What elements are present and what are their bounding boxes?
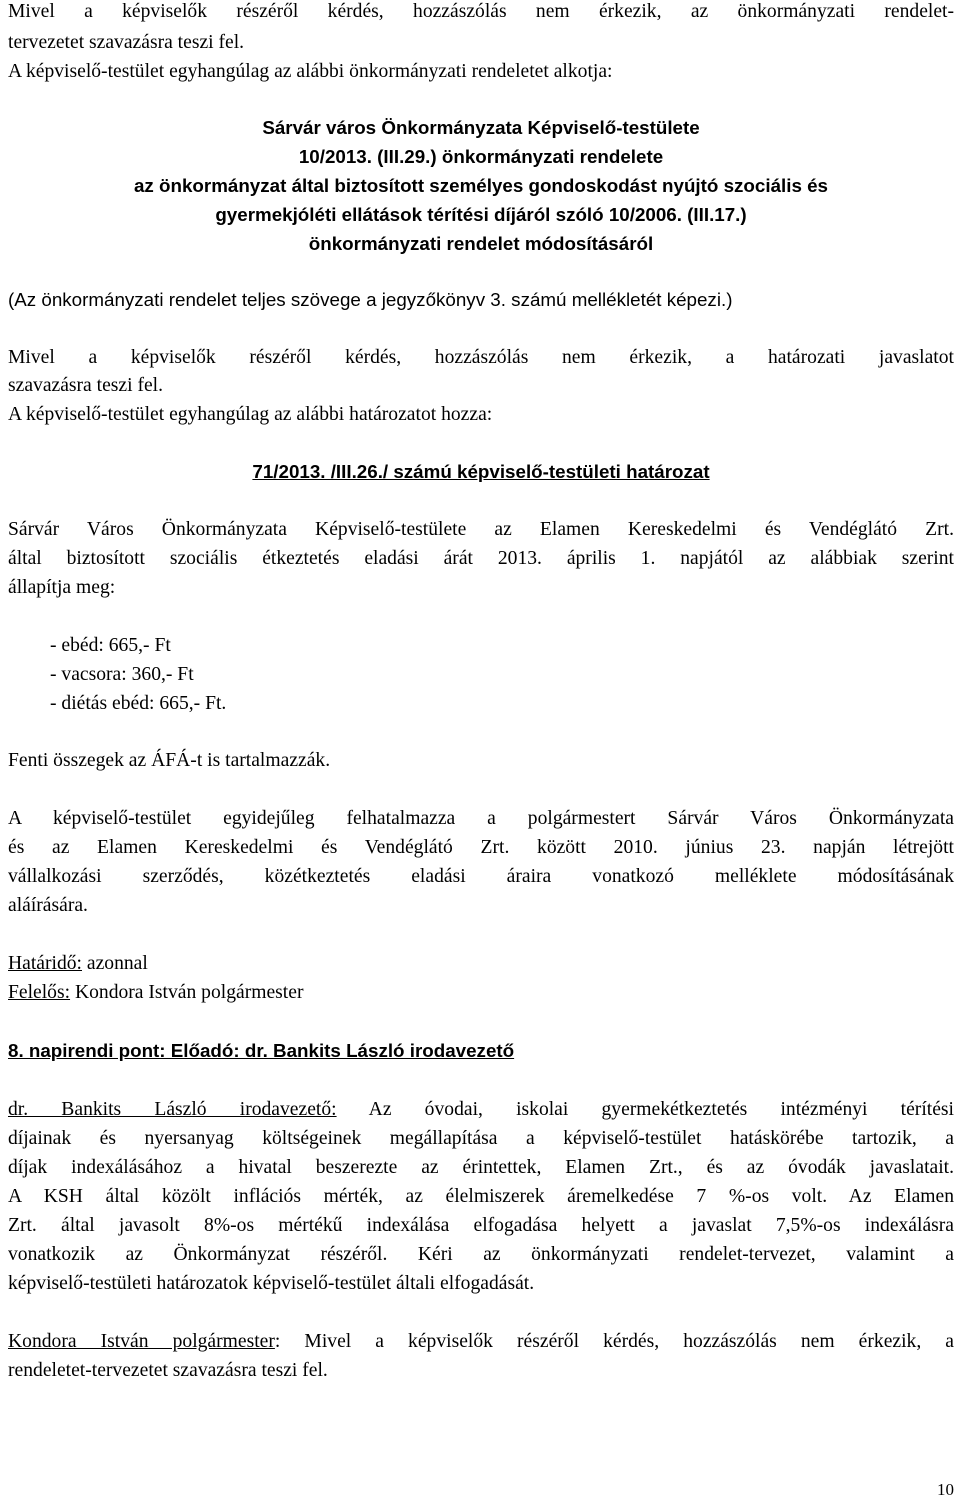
price-item: - diétás ebéd: 665,- Ft.: [50, 693, 227, 714]
paragraph-line: állapítja meg:: [8, 577, 116, 598]
speech-line: díjainak és nyersanyag költségeinek megállapítása a képviselő-testület hatáskörébe tartozik, a: [8, 1128, 954, 1149]
paragraph-line: és az Elamen Kereskedelmi és Vendéglátó Zrt. között 2010. június 23. napján létrejött: [8, 837, 954, 858]
speech-line: A KSH által közölt inflációs mérték, az élelmiszerek áremelkedése 7 %-os volt. Az Elamen: [8, 1186, 954, 1207]
paragraph-line: tervezetet szavazásra teszi fel.: [8, 32, 245, 53]
responsible: [8, 981, 303, 1005]
speech-line: díjak indexálásához a hivatal beszerezte az érintettek, Elamen Zrt., és az óvodák javaslatait.: [8, 1157, 954, 1178]
speaker-name: dr. Bankits László irodavezető:: [8, 1099, 337, 1120]
speech-line: [8, 1098, 954, 1122]
deadline-value: azonnal: [82, 953, 148, 974]
paragraph-line: vállalkozási szerződés, közétkeztetés eladási áraira vonatkozó melléklete módosításának: [8, 866, 954, 887]
speech-line: képviselő-testületi határozatok képviselő-testület általi elfogadását.: [8, 1273, 535, 1294]
price-item: - ebéd: 665,- Ft: [50, 635, 171, 656]
paragraph-line: A képviselő-testület egyhangúlag az alábbi határozatot hozza:: [8, 404, 493, 425]
responsible-label: Felelős:: [8, 982, 71, 1003]
agenda-item-heading: 8. napirendi pont: Előadó: dr. Bankits László irodavezető: [8, 1040, 515, 1061]
page-number: 10: [937, 1480, 954, 1499]
speech-text: Az óvodai, iskolai gyermekétkeztetés intézményi térítési: [336, 1099, 954, 1120]
paragraph-line: Sárvár Város Önkormányzata Képviselő-testülete az Elamen Kereskedelmi és Vendéglátó Zrt.: [8, 519, 954, 540]
deadline: [8, 952, 148, 976]
mayor-line: [8, 1330, 954, 1354]
speech-line: vonatkozik az Önkormányzat részéről. Kéri az önkormányzati rendelet-tervezet, valamint a: [8, 1244, 954, 1265]
ordinance-title-line: 10/2013. (III.29.) önkormányzati rendelete: [298, 146, 664, 167]
ordinance-title-line: gyermekjóléti ellátások térítési díjáról szóló 10/2006. (III.17.): [215, 204, 747, 225]
mayor-name: Kondora István polgármester: [8, 1331, 275, 1352]
mayor-text: : Mivel a képviselők részéről kérdés, hozzászólás nem érkezik, a: [274, 1331, 954, 1352]
paragraph-line: A képviselő-testület egyhangúlag az alábbi önkormányzati rendeletet alkotja:: [8, 61, 613, 82]
paragraph-line: A képviselő-testület egyidejűleg felhatalmazza a polgármestert Sárvár Város Önkormányzata: [8, 808, 954, 829]
paragraph-line: Mivel a képviselők részéről kérdés, hozzászólás nem érkezik, a határozati javaslatot: [8, 347, 954, 368]
ordinance-title-line: Sárvár város Önkormányzata Képviselő-testülete: [262, 117, 700, 138]
paragraph-line: szavazásra teszi fel.: [8, 375, 164, 396]
responsible-value: Kondora István polgármester: [70, 982, 304, 1003]
paragraph-line: Mivel a képviselők részéről kérdés, hozzászólás nem érkezik, az önkormányzati rendelet-: [8, 1, 954, 22]
deadline-label: Határidő:: [8, 953, 82, 974]
annex-note: (Az önkormányzati rendelet teljes szövege a jegyzőkönyv 3. számú mellékletét képezi.): [8, 289, 733, 310]
paragraph-line: aláírására.: [8, 895, 88, 916]
mayor-line: rendeletet-tervezetet szavazásra teszi fel.: [8, 1360, 328, 1381]
vat-note: Fenti összegek az ÁFÁ-t is tartalmazzák.: [8, 750, 331, 771]
price-item: - vacsora: 360,- Ft: [50, 664, 194, 685]
paragraph-line: által biztosított szociális étkeztetés eladási árát 2013. április 1. napjától az alábbiak szerint: [8, 548, 954, 569]
speech-line: Zrt. által javasolt 8%-os mértékű indexálása elfogadása helyett a javaslat 7,5%-os indexálásra: [8, 1215, 954, 1236]
resolution-title: 71/2013. /III.26./ számú képviselő-testületi határozat: [252, 461, 710, 482]
ordinance-title-line: az önkormányzat által biztosított személyes gondoskodást nyújtó szociális és: [133, 175, 829, 196]
ordinance-title-line: önkormányzati rendelet módosításáról: [308, 233, 654, 254]
